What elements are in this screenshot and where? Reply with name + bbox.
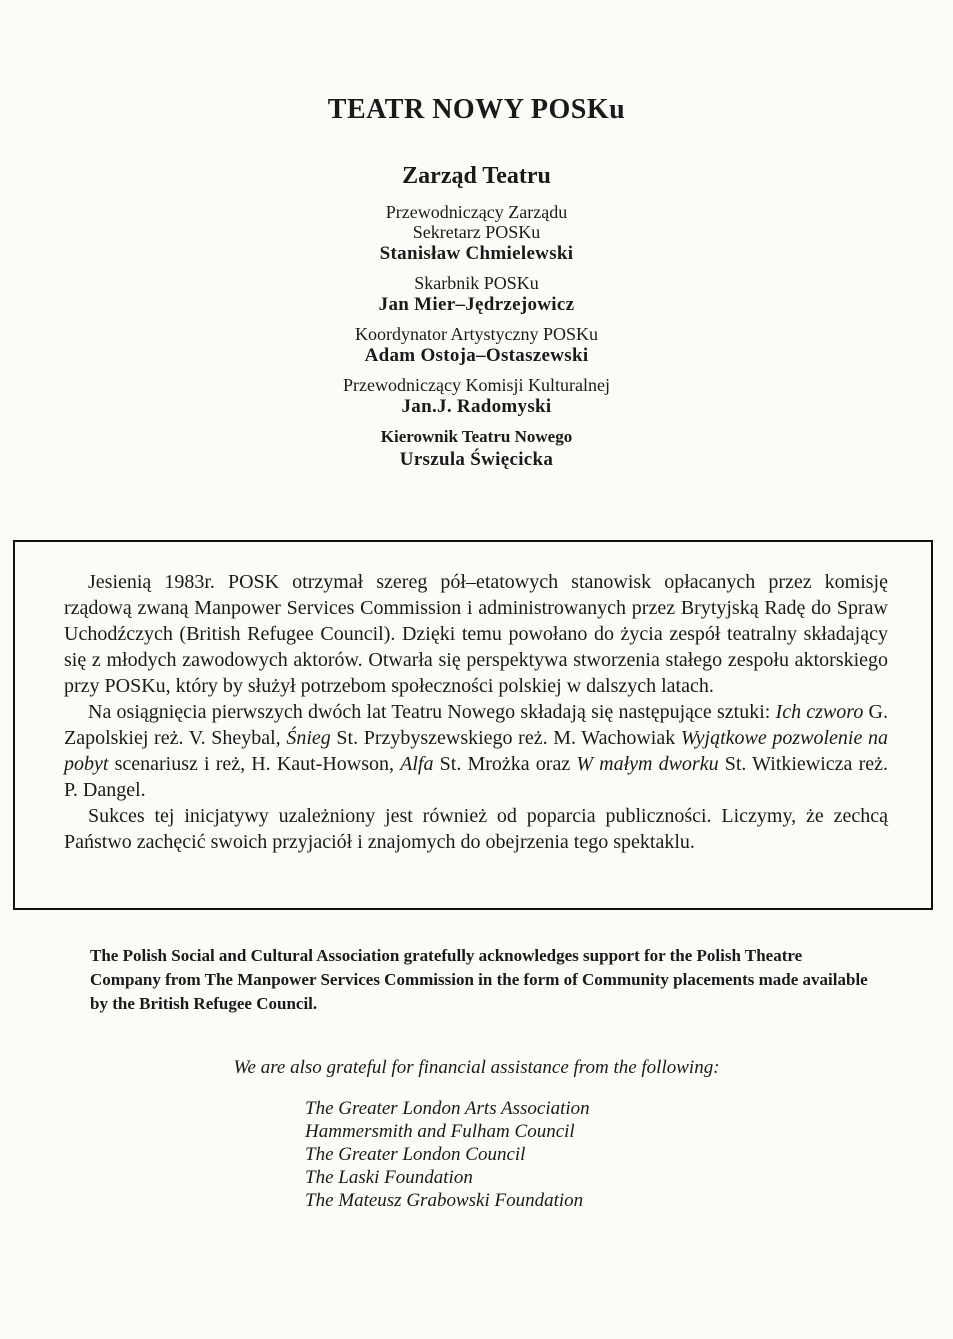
name-art-coordinator: Adam Ostoja–Ostaszewski: [364, 345, 589, 366]
board-section: [0, 162, 953, 479]
role-chairman: Przewodniczący Zarządu: [385, 202, 568, 222]
funder-item: Hammersmith and Fulham Council: [305, 1121, 575, 1142]
name-chairman: Stanisław Chmielewski: [379, 243, 574, 264]
play-title: Wyjątkowe pozwolenie na pobyt: [64, 727, 888, 775]
funder-item: The Laski Foundation: [305, 1167, 473, 1188]
role-art-coordinator: Koordynator Artystyczny POSKu: [355, 324, 598, 344]
history-text: [64, 569, 888, 855]
text-run: St. Mrożka oraz: [433, 753, 577, 775]
role-culture-chair: Przewodniczący Komisji Kulturalnej: [343, 375, 610, 395]
funder-item: The Mateusz Grabowski Foundation: [305, 1190, 584, 1211]
funder-item: The Greater London Arts Association: [305, 1098, 590, 1119]
role-theatre-manager: Kierownik Teatru Nowego: [380, 427, 573, 446]
play-title: W małym dworku: [576, 753, 719, 775]
name-culture-chair: Jan.J. Radomyski: [401, 396, 552, 417]
funders-list: [305, 1097, 590, 1212]
page-title: TEATR NOWY POSKu: [327, 94, 626, 125]
text-run: Na osiągnięcia pierwszych dwóch lat Teatru Nowego składają się następujące sztuki:: [88, 701, 776, 723]
text-run: St. Witkiewicza reż. P. Dangel.: [64, 753, 888, 801]
grateful-line: We are also grateful for financial assistance from the following:: [233, 1057, 720, 1078]
history-paragraph-1: Jesienią 1983r. POSK otrzymał szereg pół–etatowych stanowisk opłacanych przez komisję rządową zwaną Manpower Services Commission i administrowanych przez Brytyjską Radę do Spraw Uchodźczych (British Refugee Council). Dzięki temu powołano do życia zespół teatralny składający się z młodych zawodowych aktorów. Otwarła się perspektywa stworzenia stałego zespołu aktorskiego przy POSKu, który by służył potrzebom społeczności polskiej w dalszych latach.: [64, 571, 888, 697]
funder-item: The Greater London Council: [305, 1144, 526, 1165]
text-run: scenariusz i reż, H. Kaut-Howson,: [108, 753, 401, 775]
role-secretary: Sekretarz POSKu: [412, 222, 541, 242]
role-treasurer: Skarbnik POSKu: [414, 273, 539, 293]
history-paragraph-2: [64, 699, 888, 803]
play-title: Alfa: [400, 753, 434, 775]
text-run: G. Zapolskiej reż. V. Sheybal,: [64, 701, 888, 749]
board-heading: Zarząd Teatru: [402, 163, 551, 189]
text-run: St. Przybyszewskiego reż. M. Wachowiak: [330, 727, 681, 749]
name-theatre-manager: Urszula Święcicka: [399, 449, 554, 470]
play-title: Śnieg: [286, 727, 331, 749]
play-title: Ich czworo: [775, 701, 864, 723]
name-treasurer: Jan Mier–Jędrzejowicz: [378, 294, 575, 315]
history-paragraph-3: Sukces tej inicjatywy uzależniony jest również od poparcia publiczności. Liczymy, że zechcą Państwo zachęcić swoich przyjaciół i znajomych do obejrzenia tego spektaklu.: [64, 805, 888, 853]
acknowledgement-text: The Polish Social and Cultural Association gratefully acknowledges support for the Polish Theatre Company from The Manpower Services Commission in the form of Community placements made available by the British Refugee Council.: [90, 946, 868, 1013]
